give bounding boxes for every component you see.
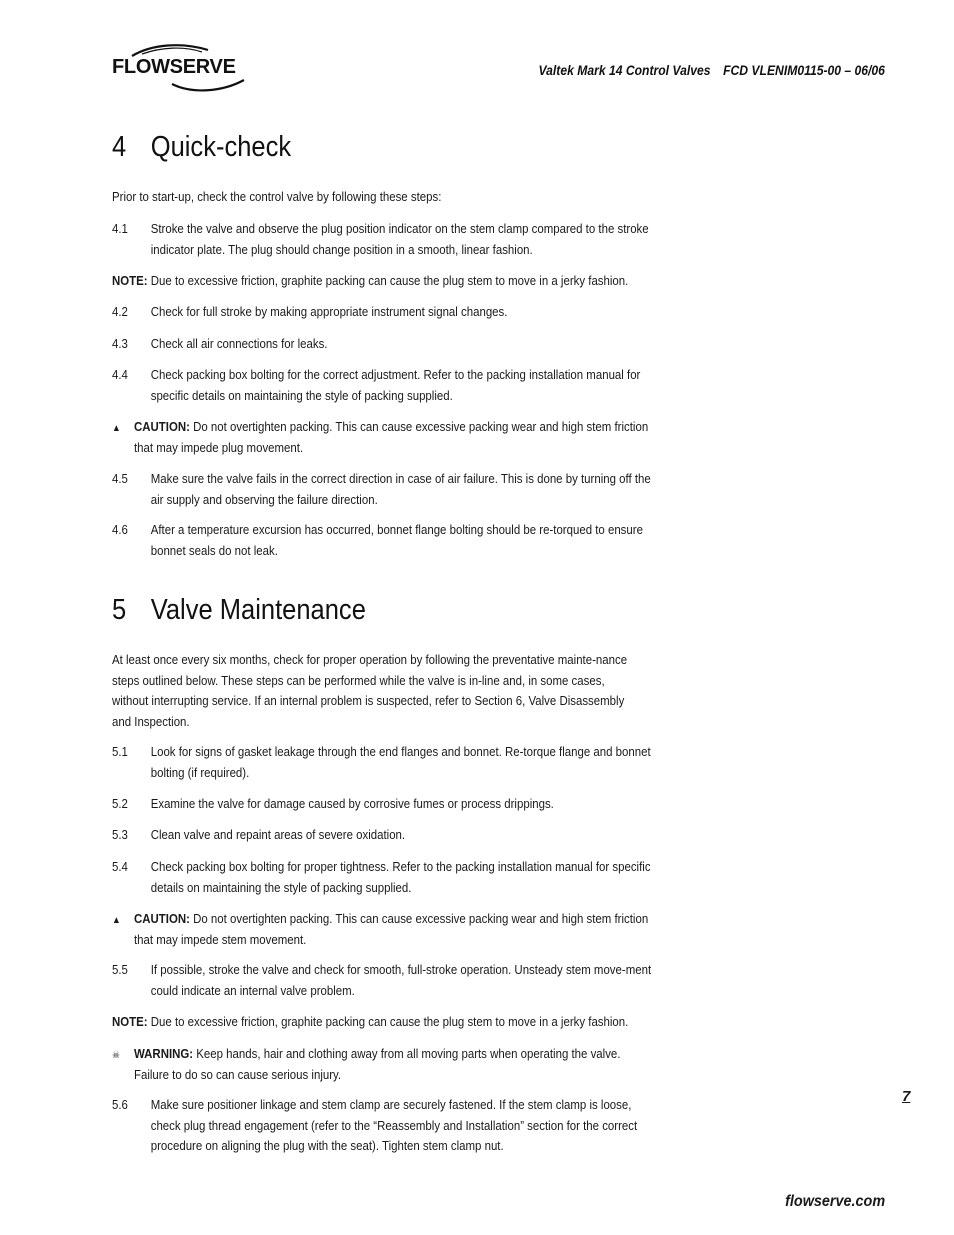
list-item (112, 825, 658, 846)
note-label: NOTE: (112, 1014, 148, 1029)
caution-label: CAUTION: (134, 911, 190, 926)
warning-callout (112, 1044, 658, 1085)
section-4-heading (112, 131, 291, 164)
item-number: 5.6 (112, 1097, 128, 1112)
item-text: Check all air connections for leaks. (150, 336, 328, 351)
section-4-intro: Prior to start-up, check the control valve by following these steps: (112, 189, 442, 204)
item-text: Make sure the valve fails in the correct direction in case of air failure. This is done by turning off the air supply and observing the failure direction. (150, 471, 651, 507)
note-text: Due to excessive friction, graphite packing can cause the plug stem to move in a jerky fashion. (147, 1014, 629, 1029)
list-item (112, 469, 658, 510)
list-item (112, 520, 658, 561)
item-number: 5.1 (112, 744, 128, 759)
warning-triangle-icon: ▲ (112, 423, 121, 434)
list-item (112, 857, 658, 898)
list-item (112, 365, 658, 406)
logo-wordmark: FLOWSERVE (112, 56, 236, 78)
list-item (112, 334, 658, 355)
item-number: 4.4 (112, 367, 128, 382)
caution-text: Do not overtighten packing. This can cause excessive packing wear and high stem friction that may impede stem movement. (134, 911, 649, 947)
list-item (112, 742, 658, 783)
caution-callout (112, 909, 658, 950)
section-5-heading (112, 594, 366, 627)
item-text: Check packing box bolting for the correct adjustment. Refer to the packing installation manual for specific details on maintaining the style of packing supplied. (150, 367, 641, 403)
caution-text: Do not overtighten packing. This can cause excessive packing wear and high stem friction that may impede plug movement. (134, 419, 649, 455)
section-number: 5 (112, 594, 127, 626)
item-text: Make sure positioner linkage and stem clamp are securely fastened. If the stem clamp is loose, check plug thread engagement (refer to the “Reassembly and Installation” section for the correct procedure on aligning the plug with the seat). Tighten stem clamp nut. (150, 1097, 638, 1153)
doc-title: Valtek Mark 14 Control Valves (538, 63, 711, 78)
warning-label: WARNING: (134, 1046, 194, 1061)
item-number: 5.3 (112, 827, 128, 842)
item-text: Examine the valve for damage caused by corrosive fumes or process drippings. (150, 796, 554, 811)
note-text: Due to excessive friction, graphite packing can cause the plug stem to move in a jerky fashion. (147, 273, 629, 288)
skull-crossbones-icon: ☠ (112, 1050, 120, 1061)
item-text: Stroke the valve and observe the plug position indicator on the stem clamp compared to the stroke indicator plate. The plug should change position in a smooth, linear fashion. (150, 221, 649, 257)
section-title: Valve Maintenance (150, 594, 366, 626)
item-number: 5.2 (112, 796, 128, 811)
list-item (112, 1095, 658, 1157)
section-5-intro: At least once every six months, check for proper operation by following the preventative mainte-nance steps outlined below. These steps can be performed while the valve is in-line and, in some cases, without interrupting service. If an internal problem is suspected, refer to Section 6, Valve Disassembly and Inspection. (112, 652, 628, 729)
page-number: 7 (902, 1088, 911, 1105)
doc-code: FCD VLENIM0115-00 – 06/06 (723, 63, 885, 78)
list-item (112, 219, 658, 260)
item-number: 4.2 (112, 304, 128, 319)
flowserve-logo (112, 42, 248, 96)
list-item (112, 794, 658, 815)
note-callout (112, 1012, 658, 1033)
footer-url: flowserve.com (784, 1193, 885, 1210)
note-label: NOTE: (112, 273, 148, 288)
caution-callout (112, 417, 658, 458)
item-number: 4.3 (112, 336, 128, 351)
list-item (112, 302, 658, 323)
warning-text: Keep hands, hair and clothing away from all moving parts when operating the valve. Failure to do so can cause serious injury. (134, 1046, 621, 1082)
item-text: Look for signs of gasket leakage through the end flanges and bonnet. Re-torque flange and bonnet bolting (if required). (150, 744, 651, 780)
note-callout (112, 271, 658, 292)
item-number: 4.1 (112, 221, 128, 236)
list-item (112, 960, 658, 1001)
document-header (526, 63, 885, 78)
caution-label: CAUTION: (134, 419, 190, 434)
item-text: Check packing box bolting for proper tightness. Refer to the packing installation manual for specific details on maintaining the style of packing supplied. (150, 859, 651, 895)
item-text: If possible, stroke the valve and check for smooth, full-stroke operation. Unsteady stem move-ment could indicate an internal valve problem. (150, 962, 652, 998)
item-number: 5.4 (112, 859, 128, 874)
warning-triangle-icon: ▲ (112, 915, 121, 926)
item-number: 4.5 (112, 471, 128, 486)
item-text: Check for full stroke by making appropriate instrument signal changes. (150, 304, 508, 319)
item-number: 4.6 (112, 522, 128, 537)
item-text: After a temperature excursion has occurred, bonnet flange bolting should be re-torqued to ensure bonnet seals do not leak. (150, 522, 643, 558)
section-number: 4 (112, 131, 127, 163)
item-text: Clean valve and repaint areas of severe oxidation. (150, 827, 406, 842)
item-number: 5.5 (112, 962, 128, 977)
section-title: Quick-check (150, 131, 292, 163)
